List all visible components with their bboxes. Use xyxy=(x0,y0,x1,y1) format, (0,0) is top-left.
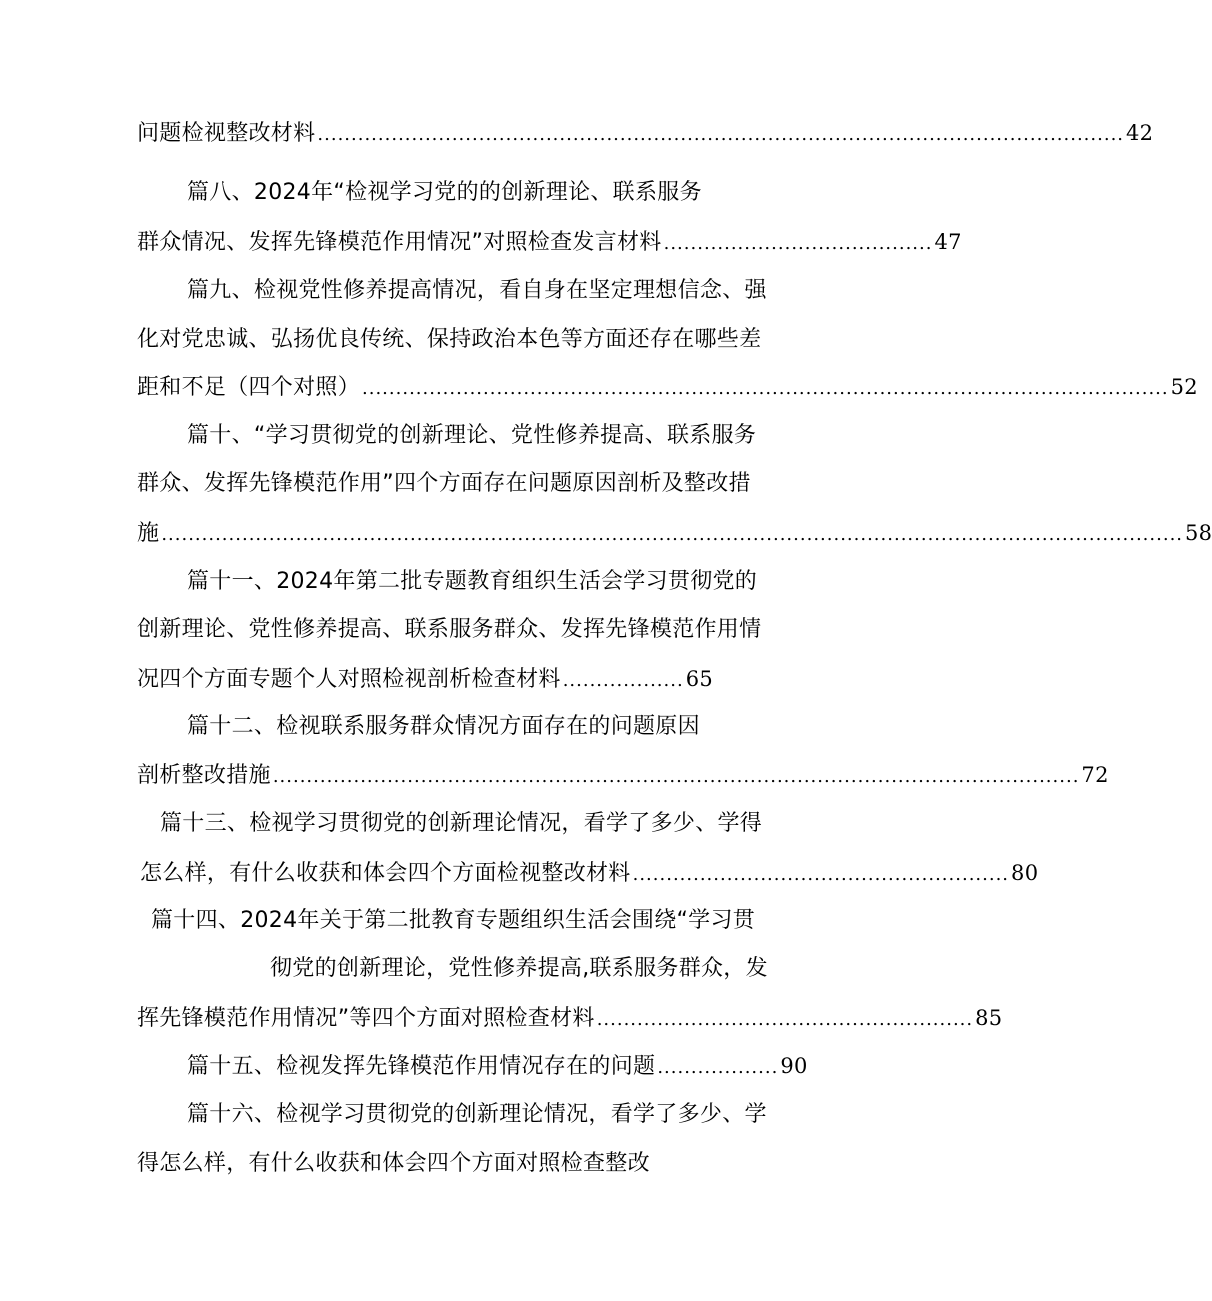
toc-entry-12-line-1[interactable]: 篇十二、检视联系服务群众情况方面存在的问题原因 xyxy=(187,714,700,739)
toc-entry-14-line-1[interactable]: 篇十四、2024年关于第二批教育专题组织生活会围绕“学习贯 xyxy=(151,908,756,933)
leader-dots: ........................................ xyxy=(663,233,933,254)
toc-entry-16-line-1[interactable]: 篇十六、检视学习贯彻党的创新理论情况，看学了多少、学 xyxy=(187,1102,767,1127)
toc-entry-13-line-2[interactable] xyxy=(140,858,1039,888)
toc-page-number: 42 xyxy=(1126,121,1154,145)
toc-entry-title: 怎么样，有什么收获和体会四个方面检视整改材料 xyxy=(140,861,631,886)
leader-dots: ........................................................................................................................ xyxy=(317,124,1125,145)
toc-page-number: 85 xyxy=(975,1006,1003,1030)
toc-entry-title: 挥先锋模范作用情况”等四个方面对照检查材料 xyxy=(137,1006,595,1031)
toc-entry-title: 况四个方面专题个人对照检视剖析检查材料 xyxy=(137,667,561,692)
toc-entry-10-line-2[interactable]: 群众、发挥先锋模范作用”四个方面存在问题原因剖析及整改措 xyxy=(137,471,751,496)
leader-dots: ........................................................................................................................ xyxy=(272,766,1080,787)
toc-entry-13-line-1[interactable]: 篇十三、检视学习贯彻党的创新理论情况，看学了多少、学得 xyxy=(160,811,763,836)
toc-entry-11-line-2[interactable]: 创新理论、党性修养提高、联系服务群众、发挥先锋模范作用情 xyxy=(137,617,762,642)
toc-entry-12-line-2[interactable] xyxy=(137,760,1109,790)
leader-dots: ........................................................ xyxy=(596,1009,974,1030)
toc-entry-09-line-3[interactable] xyxy=(137,372,1198,402)
toc-entry-16-line-2[interactable]: 得怎么样，有什么收获和体会四个方面对照检查整改 xyxy=(137,1151,650,1176)
toc-entry-title: 问题检视整改材料 xyxy=(137,121,316,146)
toc-entry-07-line-1[interactable] xyxy=(137,118,1154,148)
leader-dots: ........................................................................................................................................................ xyxy=(161,524,1184,545)
toc-entry-09-line-2[interactable]: 化对党忠诚、弘扬优良传统、保持政治本色等方面还存在哪些差 xyxy=(137,327,762,352)
leader-dots: .................. xyxy=(562,670,684,691)
toc-entry-15-line-1[interactable] xyxy=(187,1051,808,1081)
toc-page-number: 80 xyxy=(1011,861,1039,885)
toc-entry-10-line-3[interactable] xyxy=(137,518,1212,548)
toc-page-number: 47 xyxy=(934,230,962,254)
toc-page-number: 52 xyxy=(1170,375,1198,399)
leader-dots: ........................................................ xyxy=(632,864,1010,885)
toc-entry-title: 距和不足（四个对照） xyxy=(137,375,361,400)
leader-dots: ........................................................................................................................ xyxy=(362,378,1169,399)
toc-entry-10-line-1[interactable]: 篇十、“学习贯彻党的创新理论、党性修养提高、联系服务 xyxy=(187,423,757,448)
leader-dots: .................. xyxy=(657,1057,779,1078)
toc-page-number: 65 xyxy=(685,667,714,691)
toc-entry-14-line-2[interactable]: 彻党的创新理论，党性修养提高,联系服务群众，发 xyxy=(270,956,768,981)
toc-page-number: 72 xyxy=(1081,763,1109,787)
toc-page-number: 90 xyxy=(780,1054,808,1078)
toc-entry-11-line-1[interactable]: 篇十一、2024年第二批专题教育组织生活会学习贯彻党的 xyxy=(187,569,758,594)
toc-entry-11-line-3[interactable] xyxy=(137,664,714,694)
toc-page-number: 58 xyxy=(1185,521,1212,545)
toc-entry-08-line-2[interactable] xyxy=(137,227,962,257)
toc-entry-title: 篇十五、检视发挥先锋模范作用情况存在的问题 xyxy=(187,1054,656,1079)
toc-entry-title: 群众情况、发挥先锋模范作用情况”对照检查发言材料 xyxy=(137,230,662,255)
toc-entry-14-line-3[interactable] xyxy=(137,1003,1003,1033)
toc-entry-09-line-1[interactable]: 篇九、检视党性修养提高情况，看自身在坚定理想信念、强 xyxy=(187,278,767,303)
toc-entry-title: 施 xyxy=(137,521,160,546)
toc-entry-08-line-1[interactable]: 篇八、2024年“检视学习党的的创新理论、联系服务 xyxy=(187,180,702,205)
toc-entry-title: 剖析整改措施 xyxy=(137,763,271,788)
